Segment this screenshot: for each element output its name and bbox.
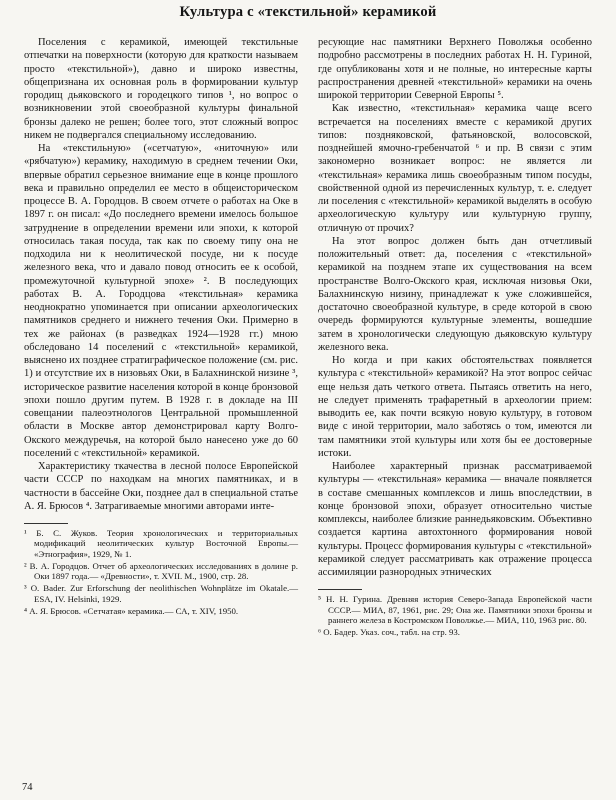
page-number: 74 <box>22 782 33 793</box>
footnote-divider <box>24 523 68 524</box>
right-column <box>318 36 592 639</box>
footnote: ⁶ O. Бадер. Указ. соч., табл. на стр. 93. <box>318 627 460 638</box>
footnote-divider <box>318 589 362 590</box>
footnote: ⁴ А. Я. Брюсов. «Сетчатая» керамика.— СА, т. XIV, 1950. <box>24 606 239 617</box>
footnote: ³ O. Bader. Zur Erforschung der neolithischen Wohnplätze im Okatale.— ESA, IV. Helsinki, 1929. <box>24 583 298 604</box>
paragraph: ресующие нас памятники Верхнего Поволжья особенно подробно рассмотрены в последних работах Н. Н. Гуриной, где опубликованы хотя и не полные, но интересные карты распространения древней «текстильной» керамики на очень широкой территории Северной Европы ⁵. <box>318 37 592 101</box>
page-title: Культура с «текстильной» керамикой <box>179 4 437 20</box>
paragraph: На «текстильную» («сетчатую», «ниточную» или «рябчатую») керамику, находимую в среднем течении Оки, впервые обратил серьезное внимание еще в конце прошлого века и правильно определил ее место в общеисторическом процессе В. А. Городцов. В своем отчете о работах на Оке в 1897 г. он писал: «До последнего времени имелось большое затруднение в определении времени или эпохи, к которой относилась такая посуда, так как по своему типу она не подходила ни к неолитической посуде, ни к посуде железного века, что и давало повод относить ее к особой, промежуточной культурной эпохе» ². В последующих работах В. А. Городцова «текстильная» керамика неоднократно упоминается при описании археологических памятников среднего и нижнего течения Оки. Примерно в тех же районах (в разведках 1924—1928 гг.) мною обследовано 14 поселений с «текстильной» керамикой, выяснено их позднее стратиграфическое положение (см. рис. 1) и отсутствие их в низовьях Оки, в Балахнинской низине ³, историческое развитие населения которой в конце бронзовой эпохи пошло другим путем. В 1928 г. в докладе на III совещании палеоэтнологов Центральной промышленной области в Москве автор демонстрировал карту Волго-Окского междуречья, на которой было нанесено уже до 60 поселений с «текстильной» керамикой. <box>24 143 298 459</box>
paragraph: Наиболее характерный признак рассматриваемой культуры — «текстильная» керамика — вначале появляется в составе смешанных комплексов и лишь впоследствии, в конце бронзовой эпохи, образует относительно чистые комплексы, наиболее близкие раннедьяковским. Объективно создается картина автохтонного формирования новой культуры. Процесс формирования культуры с «текстильной» керамикой следует рассматривать как отражение процесса ассимиляции разнородных этнических <box>318 461 592 578</box>
footnote: ¹ Б. С. Жуков. Теория хронологических и территориальных модификаций неолитических культур Восточной Европы.— «Этнография», 1929, № 1. <box>24 528 298 559</box>
left-column <box>24 36 298 618</box>
paragraph: Характеристику ткачества в лесной полосе Европейской части СССР по находкам на многих памятниках, и в частности в бассейне Оки, позднее дал в специальной статье А. Я. Брюсов ⁴. Затрагиваемые многими авторами инте- <box>24 461 298 512</box>
footnote: ² В. А. Городцов. Отчет об археологических исследованиях в долине р. Оки 1897 года.— «Древности», т. XVII. М., 1900, стр. 28. <box>24 560 298 582</box>
paragraph: Как известно, «текстильная» керамика чаще всего встречается на поселениях вместе с керамикой других типов: поздняковской, фатьяновской, волосовской, позднейшей ямочно-гребенчатой ⁶ и пр. В связи с этим закономерно возникает вопрос: не является ли «текстильная» керамика лишь своеобразным типом посуды, свойственной одной из перечисленных культур, т. е. следует ли поселения с «текстильной» керамикой выделять в особую археологическую культуру или культурную группу, отличную от прочих? <box>318 103 592 234</box>
paragraph: Но когда и при каких обстоятельствах появляется культура с «текстильной» керамикой? На этот вопрос сейчас еще нельзя дать четкого ответа. Пытаясь ответить на него, не следует применять трафаретный в археологии прием: выводить ее, как почти всякую новую культуру, в готовом виде с иной территории, мало заботясь о том, имеются ли там памятники этой культуры или хотя бы ее достоверные истоки. <box>318 355 592 459</box>
footnote: ⁵ Н. Н. Гурина. Древняя история Северо-Запада Европейской части СССР.— МИА, 87, 1961, рис. 29; Она же. Памятники эпохи бронзы и раннего железа в Костромском Поволжье.— МИА, 110, 1963 рис. 80. <box>318 594 592 625</box>
paragraph: Поселения с керамикой, имеющей текстильные отпечатки на поверхности (которую для краткости называем просто «текстильной»), давно и широко известны, общепризнана их основная роль в формировании культур городищ дьяковского и городецкого типов ¹, но вопрос о возникновении этой своеобразной культуры финальной бронзы далеко не решен; более того, этот сложный вопрос никем не подвергался специальному исследованию. <box>24 37 298 141</box>
paragraph: На этот вопрос должен быть дан отчетливый положительный ответ: да, поселения с «текстильной» керамикой на позднем этапе их существования на всем пространстве Волго-Окского края, исключая низовья Оки, Балахнинскую низину, принадлежат к уже сложившейся, достаточно своеобразной культуре, в среде которой в свою очередь формируются культурные элементы, вошедшие затем в хронологически следующую дьяковскую культуру железного века. <box>318 235 592 353</box>
